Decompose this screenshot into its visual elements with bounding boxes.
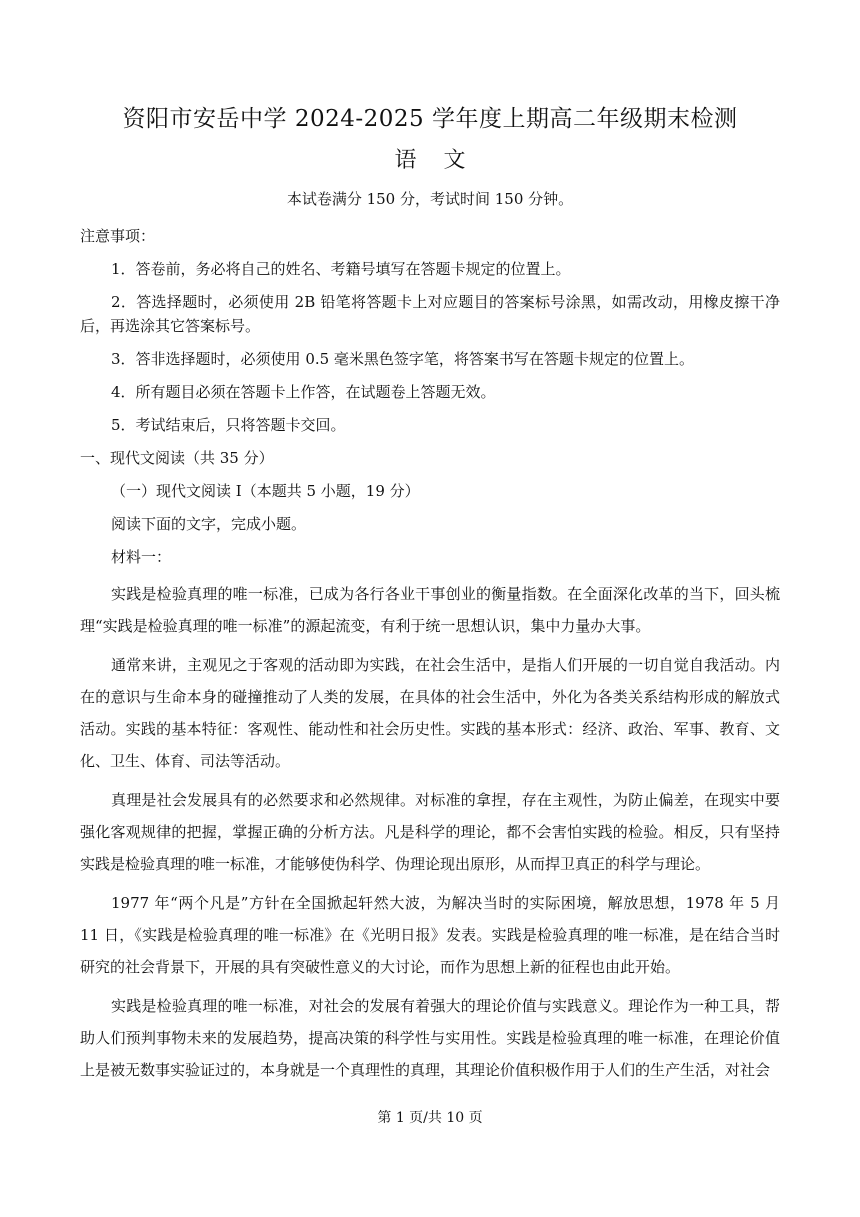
material-paragraph-1: 实践是检验真理的唯一标准，已成为各行各业干事创业的衡量指数。在全面深化改革的当下，回头梳理“实践是检验真理的唯一标准”的源起流变，有利于统一思想认识，集中力量办大事。 [80,585,780,635]
section-heading: 一、现代文阅读（共 35 分） [80,449,274,467]
note-item-1: 1．答卷前，务必将自己的姓名、考籍号填写在答题卡规定的位置上。 [111,260,571,278]
material-label: 材料一： [111,548,172,566]
material-paragraph-3: 真理是社会发展具有的必然要求和必然规律。对标准的拿捏，存在主观性，为防止偏差，在现实中要强化客观规律的把握，掌握正确的分析方法。凡是科学的理论，都不会害怕实践的检验。相反，只有坚持实践是检验真理的唯一标准，才能够使伪科学、伪理论现出原形，从而捍卫真正的科学与理论。 [80,791,780,873]
exam-content [80,224,780,1093]
material-paragraph-5: 实践是检验真理的唯一标准，对社会的发展有着强大的理论价值与实践意义。理论作为一种工具，帮助人们预判事物未来的发展趋势，提高决策的科学性与实用性。实践是检验真理的唯一标准，在理论价值上是被无数事实验证过的，本身就是一个真理性的真理，其理论价值积极作用于人们的生产生活，对社会 [80,997,780,1079]
material-paragraph-2: 通常来讲，主观见之于客观的活动即为实践，在社会生活中，是指人们开展的一切自觉自我活动。内在的意识与生命本身的碰撞推动了人类的发展，在具体的社会生活中，外化为各类关系结构形成的解放式活动。实践的基本特征：客观性、能动性和社会历史性。实践的基本形式：经济、政治、军事、教育、文化、卫生、体育、司法等活动。 [80,656,780,770]
note-item-3: 3．答非选择题时，必须使用 0.5 毫米黑色签字笔，将答案书写在答题卡规定的位置上。 [111,350,694,368]
exam-title: 资阳市安岳中学 2024-2025 学年度上期高二年级期末检测 [122,106,738,132]
note-item-4: 4．所有题目必须在答题卡上作答，在试题卷上答题无效。 [111,383,496,401]
note-item-2: 2．答选择题时，必须使用 2B 铅笔将答题卡上对应题目的答案标号涂黑，如需改动，用橡皮擦干净后，再选涂其它答案标号。 [80,293,780,335]
subsection-heading: （一）现代文阅读 I（本题共 5 小题，19 分） [111,482,420,500]
exam-info: 本试卷满分 150 分，考试时间 150 分钟。 [286,190,574,208]
reading-instruction: 阅读下面的文字，完成小题。 [111,515,307,533]
material-paragraph-4: 1977 年“两个凡是”方针在全国掀起轩然大波，为解决当时的实际困境，解放思想，1978 年 5 月 11 日，《实践是检验真理的唯一标准》在《光明日报》发表。实践是检验真理的唯一标准，是在结合当时研究的社会背景下，开展的具有突破性意义的大讨论，而作为思想上新的征程也由此开始。 [80,894,780,976]
note-item-5: 5．考试结束后，只将答题卡交回。 [111,416,346,434]
page-number: 第 1 页/共 10 页 [377,1110,483,1126]
subject-title: 语 文 [394,148,476,173]
notes-heading: 注意事项： [80,227,156,245]
